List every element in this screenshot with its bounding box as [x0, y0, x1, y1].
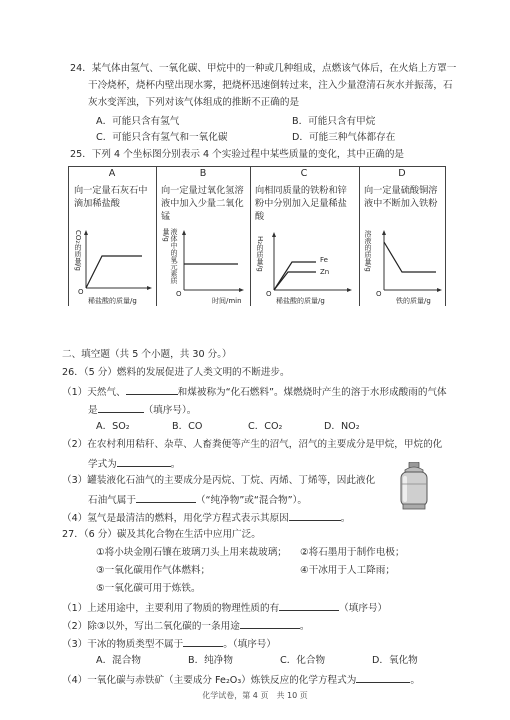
q26-option-a: A．SO₂	[96, 421, 130, 432]
q26-part3-line1: （3）罐装液化石油气的主要成分是丙烷、丁烷、丙烯、丁烯等，因此液化	[62, 475, 376, 486]
q26-blank-2[interactable]	[98, 402, 144, 413]
q27-p4-period: 。	[410, 675, 420, 686]
graph-c-series-fe: Fe	[320, 256, 328, 264]
q27-p2-period: 。	[299, 621, 310, 632]
graph-c-ylabel: H₂的质量/g	[256, 236, 264, 272]
q24-option-d: D．可能三种气体都存在	[292, 132, 396, 143]
graph-c	[254, 228, 358, 306]
q24-line-3: 灰水变浑浊，下列对该气体组成的推断不正确的是	[88, 97, 300, 108]
graph-c-xlabel: 稀盐酸的质量/g	[276, 297, 325, 305]
q27-option-c: C．化合物	[280, 655, 326, 666]
q26-blank-4[interactable]	[136, 492, 196, 503]
section-2-title: 二、填空题（共 5 个小题，共 30 分。）	[62, 349, 232, 360]
table-divider-2	[250, 166, 251, 306]
q27-use-3: ③一氧化碳用作气体燃料；	[96, 565, 211, 576]
q26-p2-label: 学式为	[88, 459, 117, 470]
q26-p1-prefix: （1）天然气、	[62, 387, 126, 398]
q27-use-1: ①将小块金刚石镶在玻璃刀头上用来裁玻璃；	[96, 547, 287, 558]
q26-p1-is: 是	[88, 405, 98, 416]
graph-d-curve	[384, 242, 436, 272]
q27-option-b: B．纯净物	[188, 655, 233, 666]
graph-b	[160, 228, 248, 306]
q27-p4-text: （4）一氧化碳与赤铁矿（主要成分 Fe₂O₃）炼铁反应的化学方程式为	[62, 675, 357, 686]
graph-d-xlabel: 铁的质量/g	[396, 297, 431, 305]
q26-part1-line2	[88, 402, 196, 417]
q27-use-4: ④干冰用于人工降雨；	[300, 565, 395, 576]
q24-option-c: C．可能只含有氢气和一氧化碳	[96, 132, 228, 143]
graph-a-xlabel: 稀盐酸的质量/g	[88, 297, 137, 305]
q24-line-1: 24．某气体由氢气、一氧化碳、甲烷中的一种或几种组成，点燃该气体后，在火焰上方罩一	[70, 63, 457, 74]
q26-part2-line2	[88, 456, 180, 471]
q26-p4-text: （4）氢气是最清洁的燃料，用化学方程式表示其原因	[62, 513, 289, 524]
q26-stem: 26．（5 分）燃料的发展促进了人类文明的不断进步。	[62, 367, 290, 378]
cell-c-text: 向相同质量的铁粉和锌粉中分别加入足量稀盐酸	[255, 185, 347, 222]
page-footer: 化学试卷，第 4 页 共 10 页	[202, 691, 308, 700]
table-header-b: B	[199, 168, 207, 179]
q27-use-5: ⑤一氧化碳可用于炼铁。	[96, 583, 201, 594]
graph-b-xlabel: 时间/min	[212, 297, 242, 305]
table-divider-3	[359, 166, 360, 306]
q27-blank-2[interactable]	[240, 618, 300, 629]
q27-blank-4[interactable]	[356, 672, 410, 683]
q24-option-b: B．可能只含有甲烷	[292, 116, 376, 127]
q26-p4-period: 。	[340, 513, 351, 524]
table-left-border	[68, 166, 69, 306]
q27-part1	[62, 600, 387, 615]
q26-blank-1[interactable]	[126, 384, 178, 395]
q27-p1-hint: （填序号）	[339, 603, 388, 614]
q27-p3-text: （3）干冰的物质类型不属于	[62, 639, 184, 650]
graph-c-origin: O	[266, 290, 272, 298]
q26-option-b: B．CO	[172, 421, 203, 432]
table-top-border	[68, 166, 446, 167]
q27-part3	[62, 636, 276, 651]
q26-blank-3[interactable]	[117, 456, 171, 467]
q26-option-d: D．NO₂	[324, 421, 360, 432]
q26-p3-hint: （“纯净物”或“混合物”）。	[195, 495, 307, 506]
graph-c-curve-zn	[274, 272, 316, 290]
q26-p1-hint: （填序号）。	[143, 405, 197, 416]
q26-part3-line2	[88, 492, 307, 507]
q27-stem: 27．（6 分）碳及其化合物在生活中应用广泛。	[62, 529, 261, 540]
graph-b-ylabel: 液体中的氧元素质量/g	[162, 228, 178, 284]
cell-a-text: 向一定量石灰石中滴加稀盐酸	[74, 185, 148, 209]
q24-option-a: A．可能只含有氢气	[96, 116, 180, 127]
q27-blank-3[interactable]	[183, 636, 223, 647]
graph-a-origin: O	[78, 288, 84, 296]
q26-option-c: C．CO₂	[248, 421, 283, 432]
q27-p3-hint: 。（填序号）	[223, 639, 276, 650]
graph-a	[72, 228, 156, 306]
q26-part1-line1	[62, 384, 447, 399]
q26-p1-suffix: 和煤被称为“化石燃料”。煤燃烧时产生的溶于水形成酸雨的气体	[177, 387, 447, 398]
graph-d-ylabel: 溶液的质量/g	[364, 230, 372, 272]
cell-b-text: 向一定量过氧化氢溶液中加入少量二氧化锰	[161, 185, 244, 222]
cell-d-text: 向一定量硫酸铜溶液中不断加入铁粉	[364, 185, 438, 209]
q26-part4-line1	[62, 510, 350, 525]
q27-part4	[62, 672, 420, 687]
q26-p3-label: 石油气属于	[88, 495, 136, 506]
graph-a-ylabel: CO₂的质量/g	[74, 230, 82, 272]
graph-a-curve	[86, 256, 142, 288]
table-header-a: A	[108, 168, 116, 179]
table-divider-1	[156, 166, 157, 306]
q27-use-2: ②将石墨用于制作电极；	[300, 547, 405, 558]
graph-c-series-zn: Zn	[320, 268, 330, 276]
graph-d	[362, 228, 446, 306]
q27-blank-1[interactable]	[279, 600, 339, 611]
q27-option-a: A．混合物	[96, 655, 141, 666]
q26-p2-period: 。	[170, 459, 181, 470]
table-header-c: C	[300, 168, 308, 179]
graph-d-origin: O	[376, 290, 382, 298]
graph-b-origin: O	[176, 290, 182, 298]
table-header-d: D	[398, 168, 406, 179]
q27-p2-text: （2）除③以外，写出二氧化碳的一条用途	[62, 621, 240, 632]
gas-cylinder-image	[397, 462, 431, 510]
q27-part2	[62, 618, 309, 633]
q25-stem: 25．下列 4 个坐标图分别表示 4 个实验过程中某些质量的变化，其中正确的是	[70, 149, 405, 160]
q26-blank-5[interactable]	[289, 510, 341, 521]
graph-c-curve-fe	[274, 262, 316, 290]
q26-part2-line1: （2）在农村利用秸秆、杂草、人畜粪便等产生的沼气，沼气的主要成分是甲烷，甲烷的化	[62, 439, 443, 450]
q27-p1-text: （1）上述用途中，主要利用了物质的物理性质的有	[62, 603, 280, 614]
q24-line-2: 干冷烧杯，烧杯内壁出现水雾，把烧杯迅速倒转过来，注入少量澄清石灰水并振荡，石	[88, 80, 453, 91]
q27-option-d: D．氧化物	[372, 655, 418, 666]
